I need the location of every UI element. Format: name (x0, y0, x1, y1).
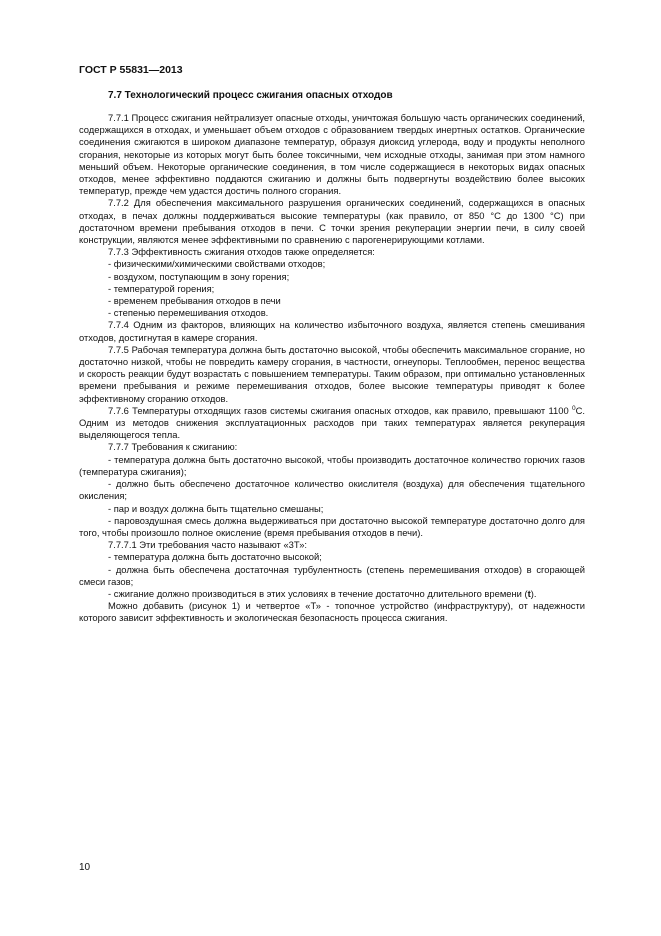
section-title: 7.7 Технологический процесс сжигания опасных отходов (108, 90, 393, 101)
paragraph-7-7-4: 7.7.4 Одним из факторов, влияющих на количество избыточного воздуха, является степень смешивания отходов, достигнутая в камере сгорания. (79, 319, 585, 343)
list-item: - температурой горения; (108, 282, 215, 294)
three-t-item-end: ). (530, 587, 537, 599)
requirement-item: - должно быть обеспечено достаточное количество окислителя (воздуха) для обеспечения тщательного окисления; (79, 478, 585, 502)
list-item: - временем пребывания отходов в печи (108, 295, 281, 307)
standard-header: ГОСТ Р 55831—2013 (79, 64, 183, 76)
requirement-item: - паровоздушная смесь должна выдерживаться при достаточно высокой температуре достаточно долго для того, чтобы произошло полное окисление (время пребывания отходов в печи). (79, 514, 585, 538)
paragraph-7-7-2: 7.7.2 Для обеспечения максимального разрушения органических соединений, содержащихся в опасных отходах, в печах должны поддерживаться высокие температуры (как правило, от 850 °С до 1300 °С) при достаточном времени пребывания отходов в печи. С точки зрения рекуперации энергии печи, в силу своей конструкции, являются менее эффективными по сравнению с парогенерирующими котлами. (79, 197, 585, 246)
list-item: - физическими/химическими свойствами отходов; (108, 258, 326, 270)
paragraph-7-7-5: 7.7.5 Рабочая температура должна быть достаточно высокой, чтобы обеспечить максимальное сгорание, но достаточно низкой, чтобы не повредить камеру сгорания, в частности, огнеупоры. Теплообмен, перенос вещества и скорость реакции будут возрастать с повышением температуры. Таким образом, при оптимально установленных времени пребывания и режиме перемешивания отходов, более высокие температуры приводят к более эффективному сгоранию отходов. (79, 343, 585, 404)
paragraph-7-7-6-part-a: 7.7.6 Температуры отходящих газов системы сжигания опасных отходов, как правило, превышают 1100 (108, 404, 572, 416)
list-item: - степенью перемешивания отходов. (108, 307, 269, 319)
paragraph-7-7-6-part-b: С. Одним из методов снижения эксплуатационных расходов при таких температурах является рекуперация выделяющегося тепла. (79, 404, 585, 441)
time-symbol: t (527, 587, 531, 599)
paragraph-7-7-6 (79, 405, 585, 442)
paragraph-7-7-7-1: 7.7.7.1 Эти требования часто называют «3Т»: (108, 539, 308, 551)
paragraph-7-7-7: 7.7.7 Требования к сжиганию: (108, 441, 238, 453)
three-t-item (79, 588, 585, 600)
paragraph-7-7-3: 7.7.3 Эффективность сжигания отходов также определяется: (108, 246, 375, 258)
page-number: 10 (79, 862, 91, 873)
three-t-item-text: - сжигание должно производиться в этих условиях в течение достаточно длительного времени ( (108, 587, 528, 599)
requirement-item: - пар и воздух должна быть тщательно смешаны; (108, 502, 324, 514)
requirement-item: - температура должна быть достаточно высокой, чтобы производить достаточное количество горючих газов (температура сжигания); (79, 453, 585, 477)
three-t-item: - должна быть обеспечена достаточная турбулентность (степень перемешивания отходов) в сгорающей смеси газов; (79, 563, 585, 587)
degree-superscript: 0 (572, 404, 576, 412)
document-body (79, 112, 585, 625)
paragraph-7-7-1: 7.7.1 Процесс сжигания нейтрализует опасные отходы, уничтожая большую часть органических соединений, содержащихся в отходах, и уменьшает объем отходов с образованием твердых инертных остатков. Органические соединения сжигаются в широком диапазоне температур, образуя диоксид углерода, воду и продукты неполного сгорания, некоторые из которых могут быть более токсичными, чем исходные отходы, занимая при этом намного меньший объем. Некоторые органические соединения, в том числе содержащиеся в некоторых видах опасных отходов, менее эффективно поддаются сжиганию и должны быть подвергнуты воздействию более высоких температур, прежде чем удастся достичь полного сгорания. (79, 112, 585, 197)
three-t-item: - температура должна быть достаточно высокой; (108, 551, 322, 563)
final-paragraph: Можно добавить (рисунок 1) и четвертое «Т» - топочное устройство (инфраструктуру), от надежности которого зависит эффективность и экологическая безопасность процесса сжигания. (79, 600, 585, 624)
list-item: - воздухом, поступающим в зону горения; (108, 270, 290, 282)
